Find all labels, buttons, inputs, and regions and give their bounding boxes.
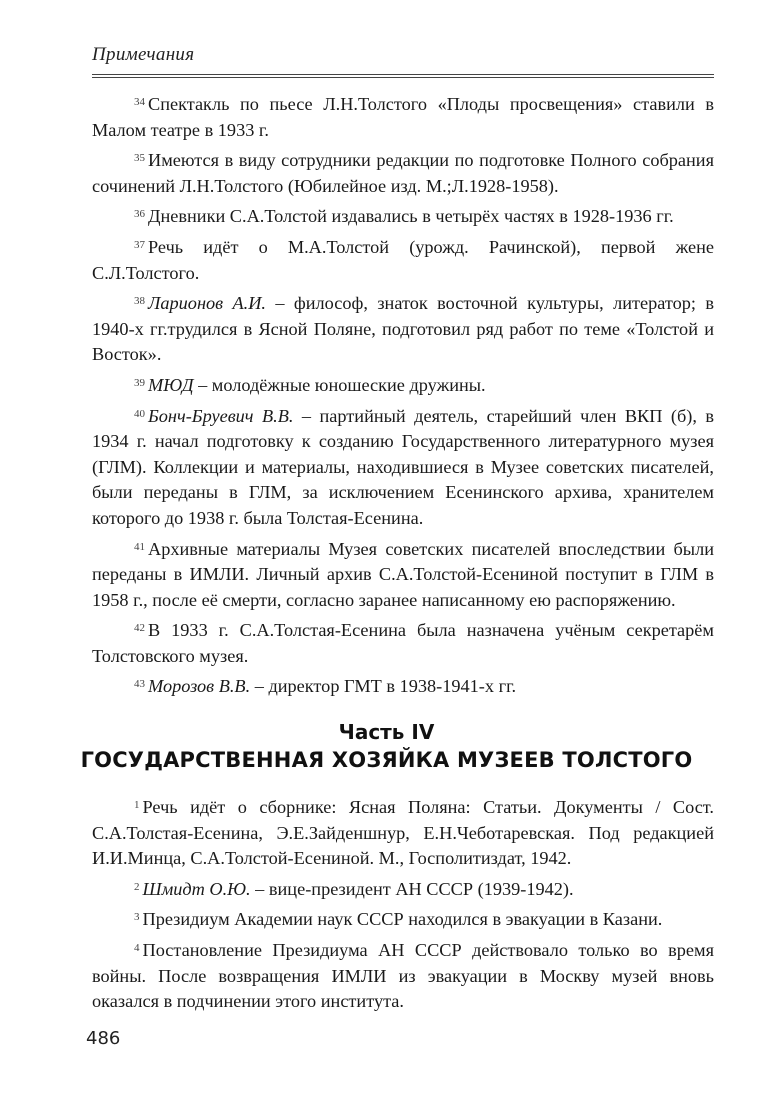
endnote-part4-3 [92, 907, 714, 933]
note-number: 43 [134, 678, 145, 691]
endnote-36 [92, 204, 714, 230]
note-text: В 1933 г. С.А.Толстая-Есенина была назначена учёным секретарём Толстовского музея. [92, 620, 714, 666]
note-text: Морозов В.В. – директор ГМТ в 1938-1941-х гг. [148, 676, 517, 697]
note-text: МЮД – молодёжные юношеские дружины. [148, 374, 486, 395]
note-number: 41 [134, 540, 145, 553]
endnote-35 [92, 148, 714, 199]
endnote-part4-4 [92, 938, 714, 1015]
note-text: Постановление Президиума АН СССР действовало только во время войны. После возвращения ИМЛИ из эвакуации в Москву музей вновь оказался в подчинении этого института. [92, 939, 714, 1012]
endnote-34 [92, 92, 714, 143]
note-number: 4 [134, 941, 140, 954]
running-head: Примечания [92, 44, 195, 65]
note-text: Ларионов А.И. – философ, знаток восточной культуры, литератор; в 1940-х гг.трудился в Ясной Поляне, подготовил ряд работ по теме «Толстой и Восток». [92, 293, 714, 365]
part-heading [40, 718, 733, 774]
endnote-43 [92, 674, 714, 700]
note-text: Архивные материалы Музея советских писателей впоследствии были переданы в ИМЛИ. Личный архив С.А.Толстой-Есениной поступит в ГЛМ в 1958 г., после её смерти, согласно заранее написанному ею распоряжению. [92, 538, 714, 610]
header-rule [92, 74, 714, 78]
note-number: 1 [134, 799, 140, 811]
endnote-41 [92, 537, 714, 614]
note-text: Имеются в виду сотрудники редакции по подготовке Полного собрания сочинений Л.Н.Толстого (Юбилейное изд. М.;Л.1928-1958). [92, 150, 714, 196]
note-number: 39 [134, 376, 145, 389]
note-number: 2 [134, 880, 140, 893]
part-title: Часть IV [338, 720, 435, 744]
page-header [92, 44, 714, 66]
note-text: Речь идёт о сборнике: Ясная Поляна: Статьи. Документы / Сост. С.А.Толстая-Есенина, Э.Е.Зайденшнур, Е.Н.Чеботаревская. Под редакцией И.И.Минца, С.А.Толстой-Есениной. М., Госполитиздат, 1942. [92, 797, 714, 869]
endnote-38 [92, 291, 714, 368]
note-text: Дневники С.А.Толстой издавались в четырёх частях в 1928-1936 гг. [148, 206, 674, 227]
note-number: 35 [134, 152, 145, 165]
endnote-part4-2 [92, 877, 714, 903]
note-number: 34 [134, 96, 145, 108]
note-number: 37 [134, 238, 145, 251]
note-text: Спектакль по пьесе Л.Н.Толстого «Плоды просвещения» ставили в Малом театре в 1933 г. [92, 94, 714, 140]
note-text: Президиум Академии наук СССР находился в эвакуации в Казани. [142, 909, 663, 930]
endnote-part4-1 [92, 795, 714, 872]
note-number: 38 [134, 295, 145, 308]
note-text: Бонч-Бруевич В.В. – партийный деятель, старейший член ВКП (б), в 1934 г. начал подготовку к созданию Государственного литературного музея (ГЛМ). Коллекции и материалы, находившиеся в Музее советских писателей, были переданы в ГЛМ, за исключением Есенинского архива, хранителем которого до 1938 г. была Толстая-Есенина. [92, 405, 715, 528]
endnotes-list-part4 [92, 795, 714, 1020]
part-subtitle: ГОСУДАРСТВЕННАЯ ХОЗЯЙКА МУЗЕЕВ ТОЛСТОГО [80, 748, 693, 772]
endnote-40 [92, 404, 714, 532]
note-text: Шмидт О.Ю. – вице-президент АН СССР (1939-1942). [142, 878, 574, 899]
note-number: 3 [134, 911, 140, 924]
endnote-37 [92, 235, 714, 286]
note-number: 40 [134, 407, 145, 420]
note-number: 42 [134, 622, 145, 635]
endnote-42 [92, 618, 714, 669]
endnote-39 [92, 373, 714, 399]
endnotes-list [92, 92, 714, 705]
note-number: 36 [134, 208, 145, 221]
page-number: 486 [86, 1028, 121, 1049]
note-text: Речь идёт о М.А.Толстой (урожд. Рачинской), первой жене С.Л.Толстого. [92, 236, 714, 283]
